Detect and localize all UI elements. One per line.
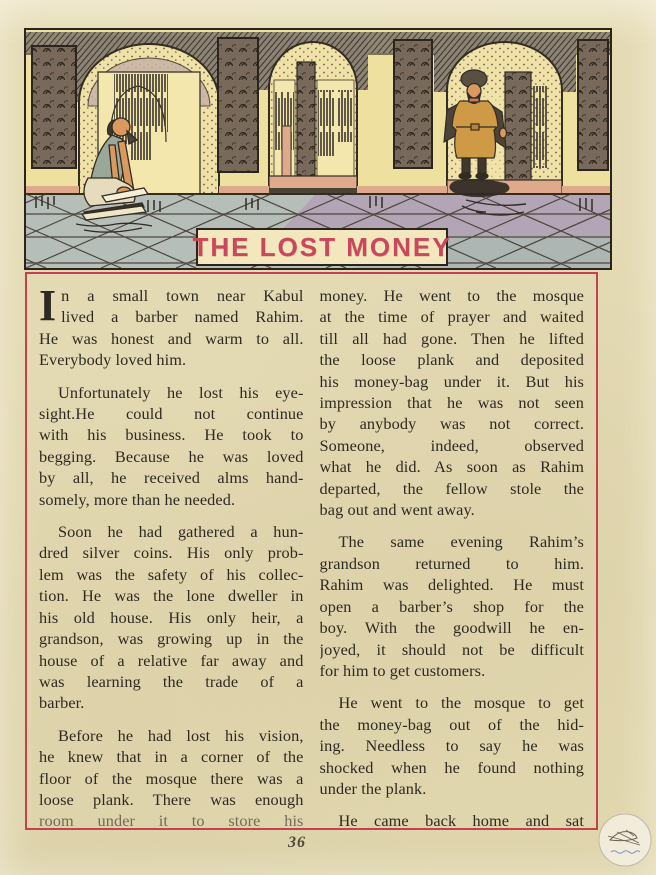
story-title-banner: [192, 228, 452, 266]
text-line: was learning the trade of a: [39, 671, 304, 691]
text-line: floor of the mosque there was a: [39, 768, 304, 788]
text-line: shocked when he found nothing: [319, 757, 584, 777]
text-line: Someone, indeed, observed: [319, 435, 584, 455]
text-line: what he did. As soon as Rahim: [319, 457, 584, 477]
page-number: 36: [288, 834, 306, 851]
text-line: under the plank.: [319, 778, 427, 798]
text-line: joyed, it should not be difficult: [319, 639, 584, 659]
text-line: Rahim was delighted. He must: [319, 575, 584, 595]
story-text-frame: [25, 272, 598, 830]
text-line: The same evening Rahim’s: [338, 532, 584, 552]
text-line: n a small town near Kabul: [61, 286, 304, 305]
text-line: barber.: [39, 693, 85, 713]
text-line: He went to the mosque to get: [338, 693, 584, 713]
text-line: at the time of prayer and waited: [319, 307, 584, 327]
text-line: lem was the safety of his collec-: [39, 564, 304, 584]
text-line: by all, he received alms hand-: [39, 468, 304, 488]
text-line: his money-bag under it. But his: [319, 371, 584, 391]
text-line: with his business. He took to: [39, 425, 304, 445]
text-line: for him to get customers.: [319, 660, 486, 680]
text-line: room under it to store his: [39, 811, 304, 831]
text-column-left: [39, 281, 304, 831]
text-line: boy. With the goodwill he en-: [319, 618, 584, 638]
text-line: Everybody loved him.: [39, 350, 187, 370]
text-line: Soon he had gathered a hun-: [58, 522, 304, 542]
text-line: Before he had lost his vision,: [58, 725, 304, 745]
text-line: somely, more than he needed.: [39, 489, 236, 509]
stamp-icon: [596, 810, 654, 870]
text-line: house of a relative far away and: [39, 650, 304, 670]
text-line: the loose plank and deposited: [319, 350, 584, 370]
text-line: grandson, was growing up in the: [39, 629, 304, 649]
paragraph: [320, 810, 585, 831]
text-line: bag out and went away.: [319, 500, 475, 520]
text-column-right: [319, 285, 585, 831]
drop-cap: I: [39, 281, 57, 330]
text-line: begging. Because he was loved: [39, 446, 304, 466]
text-line: impression that he was not seen: [319, 393, 584, 413]
text-line: departed, the fellow stole the: [319, 478, 584, 498]
text-line: he knew that in a corner of the: [39, 747, 304, 767]
text-line: till all had gone. Then he lifted: [319, 328, 584, 348]
text-line: dred silver coins. His only prob-: [39, 543, 304, 563]
text-line: tion. He was the lone dweller in: [39, 586, 304, 606]
paragraph: [320, 285, 585, 520]
text-line: ing. Needless to say he was: [319, 736, 584, 756]
text-line: He came back home and sat: [338, 811, 584, 831]
text-line: open a barber’s shop for the: [319, 596, 584, 616]
paragraph: [39, 382, 304, 510]
center-archway: [269, 42, 357, 193]
text-line: sight.He could not continue: [39, 404, 304, 424]
text-line: the money-bag out of the hid-: [319, 714, 584, 734]
text-line: loose plank. There was enough: [39, 789, 304, 809]
text-line: He was honest and warm to all.: [39, 328, 304, 348]
text-line: his old house. His only heir, a: [39, 607, 304, 627]
text-line: by anybody was not correct.: [319, 414, 584, 434]
text-line: Unfortunately he lost his eye-: [58, 382, 304, 402]
collector-stamp: [596, 810, 654, 870]
text-line: grandson returned to him.: [319, 553, 584, 573]
paragraph: [39, 725, 304, 832]
paragraph: [39, 281, 304, 371]
paragraph: [320, 692, 585, 799]
paragraph: [320, 531, 585, 681]
story-title: THE LOST MONEY: [192, 231, 452, 262]
paragraph: [39, 521, 304, 714]
text-line: lived a barber named Rahim.: [61, 307, 304, 327]
text-line: money. He went to the mosque: [319, 286, 584, 305]
